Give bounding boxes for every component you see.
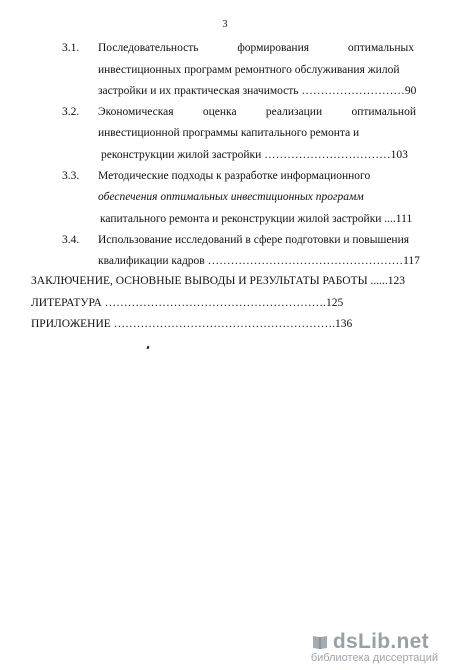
toc-entry-line: квалификации кадров ……………………………………………117 [98,255,420,267]
toc-word: оптимальной [351,106,416,118]
watermark-tagline: библиотека диссертаций [310,652,438,664]
toc-word: Последовательность [98,42,199,54]
toc-word: оптимальных [347,42,414,54]
section-number: 3.3. [62,170,80,182]
watermark-brand: dsLib.net [332,630,429,653]
toc-entry-line [98,41,414,55]
toc-entry-line: реконструкции жилой застройки ……………………………103 [101,149,408,161]
watermark [311,630,438,664]
toc-appendix: ПРИЛОЖЕНИЕ ………………………………………………….136 [31,318,353,330]
toc-word: реализации [265,106,323,118]
toc-entry-line [98,105,416,119]
toc-word: формирования [237,42,310,54]
stray-mark [147,346,150,350]
toc-entry-line: капитального ремонта и реконструкции жилой застройки ....111 [100,213,413,225]
toc-word: оценка [202,106,237,118]
toc-entry-line: застройки и их практическая значимость ………………………90 [98,85,417,97]
section-number: 3.4. [62,234,80,246]
toc-entry-line: инвестиционных программ ремонтного обслуживания жилой [98,64,400,76]
toc-entry-line: Методические подходы к разработке информационного [98,170,371,182]
toc-word: Экономическая [98,106,174,118]
book-icon [311,633,329,651]
toc-literature: ЛИТЕРАТУРА ………………………………………………….125 [31,297,344,309]
section-number: 3.1. [62,42,80,54]
toc-entry-line: обеспечения оптимальных инвестиционных программ [98,191,364,203]
toc-entry-line: инвестиционной программы капитального ремонта и [98,127,360,139]
toc-entry-line: Использование исследований в сфере подготовки и повышения [98,234,410,246]
toc-conclusion: ЗАКЛЮЧЕНИЕ, ОСНОВНЫЕ ВЫВОДЫ И РЕЗУЛЬТАТЫ РАБОТЫ ......123 [31,275,406,287]
section-number: 3.2. [62,106,80,118]
page-number: 3 [222,19,228,30]
